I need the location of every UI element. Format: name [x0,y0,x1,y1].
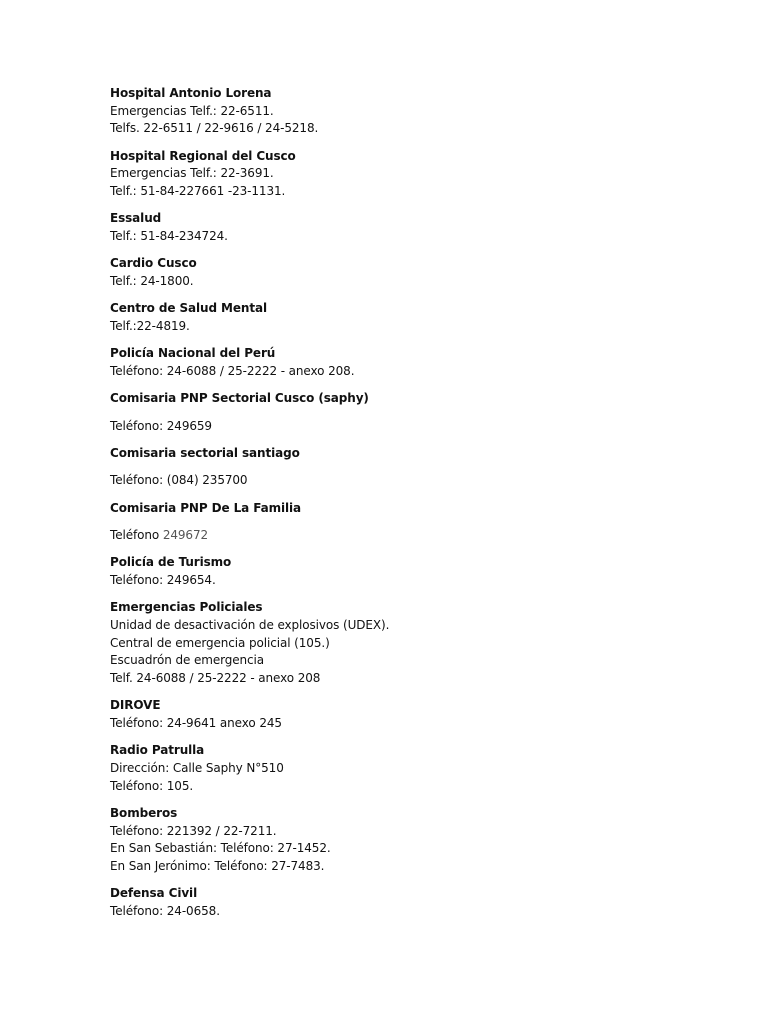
entry-title: Policía de Turismo [110,555,232,570]
contact-entry [110,300,730,335]
entry-line: Teléfono: 105. [110,778,194,793]
contact-entry [110,445,730,490]
entry-line: Emergencias Telf.: 22-6511. [110,103,274,118]
contact-entry [110,345,730,380]
entry-title: Comisaria PNP De La Familia [110,500,302,515]
contact-entry [110,255,730,290]
entry-line: Escuadrón de emergencia [110,653,265,668]
entry-title: Hospital Antonio Lorena [110,86,272,100]
entry-line: En San Sebastián: Teléfono: 27-1452. [110,841,331,856]
entry-line: Telfs. 22-6511 / 22-9616 / 24-5218. [110,121,319,136]
contact-entry [110,390,730,435]
entry-line: Teléfono: 221392 / 22-7211. [110,823,277,838]
entry-line: Telf.: 51-84-227661 -23-1131. [110,184,286,199]
contact-entry [110,148,730,201]
entry-line-value: 249672 [162,527,209,542]
entry-line: Telf.: 51-84-234724. [110,229,228,244]
contact-entry [110,599,730,688]
entry-title: DIROVE [110,698,161,713]
entry-line: Teléfono: 249659 [110,418,212,433]
contact-entry [110,697,730,732]
entry-line: Unidad de desactivación de explosivos (UDEX). [110,617,390,632]
entry-line: Central de emergencia policial (105.) [110,635,330,650]
entry-line: Teléfono: 249654. [110,572,216,587]
entry-title: Emergencias Policiales [110,600,263,615]
entry-spacer [110,463,730,473]
entry-line: Teléfono: 24-6088 / 25-2222 - anexo 208. [110,364,355,379]
entry-line: Teléfono: 24-9641 anexo 245 [110,716,282,730]
entry-spacer [110,517,730,527]
entry-title: Bomberos [110,806,178,820]
contact-entry [110,885,730,920]
entry-title: Comisaria PNP Sectorial Cusco (saphy) [110,391,369,406]
entry-line: Emergencias Telf.: 22-3691. [110,166,274,181]
contact-entry [110,210,730,245]
entry-spacer [110,408,730,418]
entry-line: Telf.: 24-1800. [110,274,194,289]
entry-line: Telf.:22-4819. [110,319,190,334]
contact-entry [110,85,730,138]
contact-entry [110,554,730,589]
contact-entry [110,742,730,795]
contact-entry [110,500,730,545]
document-page [110,85,730,930]
entry-line [110,527,730,545]
entry-title: Defensa Civil [110,886,198,901]
entry-title: Policía Nacional del Perú [110,346,276,361]
entry-title: Hospital Regional del Cusco [110,148,296,163]
entry-line: Dirección: Calle Saphy N°510 [110,761,284,775]
entry-line: Teléfono: (084) 235700 [110,473,248,488]
contact-entry [110,805,730,876]
entry-title: Cardio Cusco [110,256,197,271]
entry-title: Essalud [110,211,162,226]
entry-line: En San Jerónimo: Teléfono: 27-7483. [110,859,325,874]
entry-line-prefix: Teléfono [110,527,163,542]
entry-title: Centro de Salud Mental [110,301,268,316]
entry-title: Comisaria sectorial santiago [110,446,300,460]
entry-line: Telf. 24-6088 / 25-2222 - anexo 208 [110,671,321,685]
entry-title: Radio Patrulla [110,743,205,758]
entry-line: Teléfono: 24-0658. [110,904,220,919]
